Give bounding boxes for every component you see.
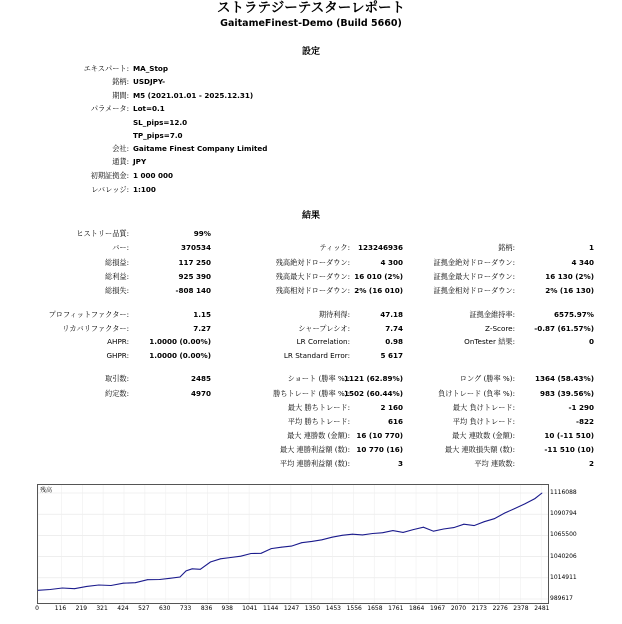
y-tick-label: 1090794 xyxy=(550,510,577,518)
result-label: LR Correlation: xyxy=(296,337,350,346)
result-label: 最大 勝ちトレード: xyxy=(287,403,350,412)
result-label: 証拠金最大ドローダウン: xyxy=(433,272,515,281)
balance-point xyxy=(147,579,148,580)
x-tick-label: 630 xyxy=(159,605,171,612)
balance-point xyxy=(180,577,181,578)
result-label: 平均 勝ちトレード: xyxy=(287,417,350,426)
y-tick-label: 1116088 xyxy=(550,489,577,496)
result-value: 925 390 xyxy=(178,272,211,281)
setting-label: エキスパート: xyxy=(83,64,129,73)
x-tick-label: 1041 xyxy=(242,605,258,612)
result-label: ショート (勝率 %): xyxy=(287,374,350,383)
balance-point xyxy=(372,533,373,534)
balance-point xyxy=(111,585,112,586)
result-value: 2% (16 010) xyxy=(354,286,403,295)
result-value: 3 xyxy=(397,459,403,468)
result-label: プロフィットファクター: xyxy=(48,310,129,319)
balance-point xyxy=(301,542,302,543)
result-label: 総損益: xyxy=(105,258,129,267)
balance-point xyxy=(210,562,211,563)
x-tick-label: 527 xyxy=(138,605,150,612)
balance-point xyxy=(123,583,124,584)
result-value: 4 300 xyxy=(380,258,403,267)
result-value: 16 130 (2%) xyxy=(545,272,594,281)
balance-point xyxy=(453,527,454,528)
balance-point xyxy=(230,557,231,558)
result-label: 平均 連勝利益額 (数): xyxy=(279,459,350,468)
balance-point xyxy=(403,532,404,533)
chart-title: 残高 xyxy=(40,487,53,494)
x-tick-label: 1247 xyxy=(283,605,300,612)
balance-point xyxy=(474,525,475,526)
balance-point xyxy=(494,518,495,519)
balance-point xyxy=(514,508,515,509)
result-label: 取引数: xyxy=(105,374,129,383)
result-value: 616 xyxy=(387,417,403,426)
result-label: 証拠金絶対ドローダウン: xyxy=(433,258,515,267)
balance-point xyxy=(433,531,434,532)
setting-value: JPY xyxy=(133,157,147,166)
x-tick-label: 0 xyxy=(35,605,39,612)
x-tick-label: 1658 xyxy=(367,605,383,612)
result-value: 4 340 xyxy=(571,258,594,267)
result-value: -1 290 xyxy=(568,403,594,412)
setting-value: TP_pips=7.0 xyxy=(133,131,183,140)
x-tick-label: 733 xyxy=(179,605,192,612)
result-value: 2 xyxy=(588,459,594,468)
balance-point xyxy=(62,588,63,589)
balance-point xyxy=(322,539,323,540)
balance-point xyxy=(135,582,136,583)
setting-label: 銘柄: xyxy=(112,77,129,86)
setting-value: USDJPY- xyxy=(133,77,166,86)
result-value: 16 (10 770) xyxy=(356,431,403,440)
balance-point xyxy=(484,521,485,522)
setting-value: 1:100 xyxy=(133,185,156,194)
result-value: 1121 (62.89%) xyxy=(343,374,403,383)
balance-point xyxy=(200,569,201,570)
result-value: 47.18 xyxy=(380,310,403,319)
result-label: 総損失: xyxy=(105,286,129,295)
result-label: 期待利得: xyxy=(318,310,350,319)
balance-point xyxy=(281,547,282,548)
result-label: 約定数: xyxy=(105,389,129,398)
balance-point xyxy=(169,578,170,579)
result-label: 証拠金維持率: xyxy=(469,310,515,319)
y-tick-label: 1014911 xyxy=(550,573,577,581)
result-value: 7.27 xyxy=(193,324,211,333)
result-label: GHPR: xyxy=(106,351,129,360)
result-value: -11 510 (10) xyxy=(544,445,594,454)
x-tick-label: 424 xyxy=(117,605,129,612)
result-label: OnTester 結果: xyxy=(464,337,515,346)
result-label: 勝ちトレード (勝率 %): xyxy=(273,389,350,398)
balance-point xyxy=(332,537,333,538)
result-label: LR Standard Error: xyxy=(283,351,350,360)
result-value: -822 xyxy=(576,417,594,426)
result-label: シャープレシオ: xyxy=(298,324,350,333)
setting-label: 期間: xyxy=(112,91,129,100)
result-value: 7.74 xyxy=(385,324,403,333)
result-value: 2485 xyxy=(190,374,211,383)
report-subtitle: GaitameFinest-Demo (Build 5660) xyxy=(220,18,402,29)
balance-point xyxy=(220,558,221,559)
setting-label: 初期証拠金: xyxy=(90,171,129,180)
setting-label: パラメータ: xyxy=(90,104,129,113)
x-tick-label: 836 xyxy=(200,605,213,612)
result-label: AHPR: xyxy=(107,337,129,346)
result-value: 4970 xyxy=(190,389,211,398)
result-label: 最大 連敗損失額 (数): xyxy=(444,445,515,454)
setting-label: レバレッジ: xyxy=(91,185,129,194)
result-label: ロング (勝率 %): xyxy=(459,374,515,383)
result-value: 16 010 (2%) xyxy=(354,272,403,281)
balance-point xyxy=(50,589,51,590)
x-tick-label: 938 xyxy=(221,605,233,612)
balance-point xyxy=(504,513,505,514)
result-value: 6575.97% xyxy=(554,310,594,319)
balance-point xyxy=(192,568,193,569)
result-label: 証拠金相対ドローダウン: xyxy=(433,286,515,295)
balance-point xyxy=(251,553,252,554)
setting-value: Lot=0.1 xyxy=(133,104,165,113)
result-label: ヒストリー品質: xyxy=(76,229,129,238)
balance-point xyxy=(524,504,525,505)
balance-point xyxy=(362,535,363,536)
balance-point xyxy=(413,529,414,530)
result-value: 2% (16 130) xyxy=(545,286,594,295)
result-label: 残高絶対ドローダウン: xyxy=(275,258,350,267)
result-value: 1.0000 (0.00%) xyxy=(149,337,211,346)
setting-value: 1 000 000 xyxy=(133,171,174,180)
result-label: 最大 連敗数 (金額): xyxy=(452,431,515,440)
x-tick-label: 1556 xyxy=(346,605,362,612)
balance-point xyxy=(542,493,543,494)
result-label: 残高最大ドローダウン: xyxy=(275,272,350,281)
result-label: 負けトレード (負率 %): xyxy=(438,389,515,398)
x-tick-label: 1761 xyxy=(388,605,404,612)
setting-value: Gaitame Finest Company Limited xyxy=(133,144,268,153)
x-tick-label: 1144 xyxy=(263,605,279,612)
result-label: 総利益: xyxy=(105,272,129,281)
balance-point xyxy=(535,498,536,499)
y-tick-label: 1040206 xyxy=(550,552,577,560)
balance-point xyxy=(443,529,444,530)
balance-point xyxy=(291,546,292,547)
balance-point xyxy=(271,548,272,549)
result-value: 1364 (58.43%) xyxy=(534,374,594,383)
result-value: 117 250 xyxy=(178,258,211,267)
x-tick-label: 321 xyxy=(96,605,108,612)
y-tick-label: 989617 xyxy=(550,595,573,602)
result-label: 銘柄: xyxy=(498,243,515,252)
result-label: バー: xyxy=(112,243,129,252)
result-value: 0.98 xyxy=(385,337,403,346)
x-tick-label: 2378 xyxy=(513,605,529,612)
y-tick-label: 1065500 xyxy=(550,531,577,539)
result-value: 1502 (60.44%) xyxy=(343,389,403,398)
result-value: -808 140 xyxy=(175,286,211,295)
balance-point xyxy=(86,586,87,587)
result-value: 1.15 xyxy=(193,310,211,319)
setting-value: M5 (2021.01.01 - 2025.12.31) xyxy=(133,91,254,100)
balance-point xyxy=(261,553,262,554)
setting-label: 通貨: xyxy=(112,157,129,166)
result-label: Z-Score: xyxy=(485,324,515,333)
balance-point xyxy=(74,588,75,589)
x-tick-label: 219 xyxy=(75,605,88,612)
result-value: 0 xyxy=(588,337,594,346)
result-label: 残高相対ドローダウン: xyxy=(275,286,350,295)
result-value: 1.0000 (0.00%) xyxy=(149,351,211,360)
x-tick-label: 1864 xyxy=(409,605,425,612)
x-tick-label: 1350 xyxy=(304,605,321,612)
balance-chart-svg xyxy=(38,485,548,603)
balance-point xyxy=(342,535,343,536)
result-value: 10 (-11 510) xyxy=(544,431,594,440)
balance-point xyxy=(464,524,465,525)
balance-point xyxy=(186,571,187,572)
result-value: 123246936 xyxy=(357,243,403,252)
balance-point xyxy=(352,534,353,535)
x-tick-label: 1967 xyxy=(429,605,446,612)
result-label: 平均 連敗数: xyxy=(474,459,515,468)
balance-chart xyxy=(37,484,549,604)
result-value: 99% xyxy=(193,229,211,238)
result-value: 1 xyxy=(588,243,594,252)
x-tick-label: 116 xyxy=(54,605,67,612)
balance-point xyxy=(311,541,312,542)
setting-value: SL_pips=12.0 xyxy=(133,118,188,127)
balance-point xyxy=(159,579,160,580)
balance-point xyxy=(423,527,424,528)
report-title: ストラテジーテスターレポート xyxy=(217,0,405,16)
result-label: 最大 負けトレード: xyxy=(452,403,515,412)
result-label: ティック: xyxy=(319,243,350,252)
x-tick-label: 2481 xyxy=(534,605,550,612)
balance-point xyxy=(98,585,99,586)
result-value: 5 617 xyxy=(380,351,403,360)
result-value: -0.87 (61.57%) xyxy=(534,324,594,333)
setting-value: MA_Stop xyxy=(133,64,169,73)
x-tick-label: 2276 xyxy=(492,605,508,612)
x-tick-label: 1453 xyxy=(325,605,341,612)
result-label: 最大 連勝数 (金額): xyxy=(287,431,350,440)
result-value: 10 770 (16) xyxy=(356,445,403,454)
results-heading: 結果 xyxy=(301,211,320,221)
x-tick-label: 2070 xyxy=(450,605,467,612)
balance-series-line xyxy=(38,493,542,590)
x-tick-label: 2173 xyxy=(471,605,487,612)
result-label: リカバリファクター: xyxy=(62,324,129,333)
result-label: 平均 負けトレード: xyxy=(452,417,515,426)
setting-label: 会社: xyxy=(112,144,129,153)
balance-point xyxy=(382,532,383,533)
balance-point xyxy=(240,556,241,557)
result-label: 最大 連勝利益額 (数): xyxy=(279,445,350,454)
result-value: 370534 xyxy=(180,243,211,252)
settings-heading: 設定 xyxy=(301,47,320,57)
result-value: 983 (39.56%) xyxy=(539,389,594,398)
result-value: 2 160 xyxy=(380,403,403,412)
balance-point xyxy=(393,530,394,531)
